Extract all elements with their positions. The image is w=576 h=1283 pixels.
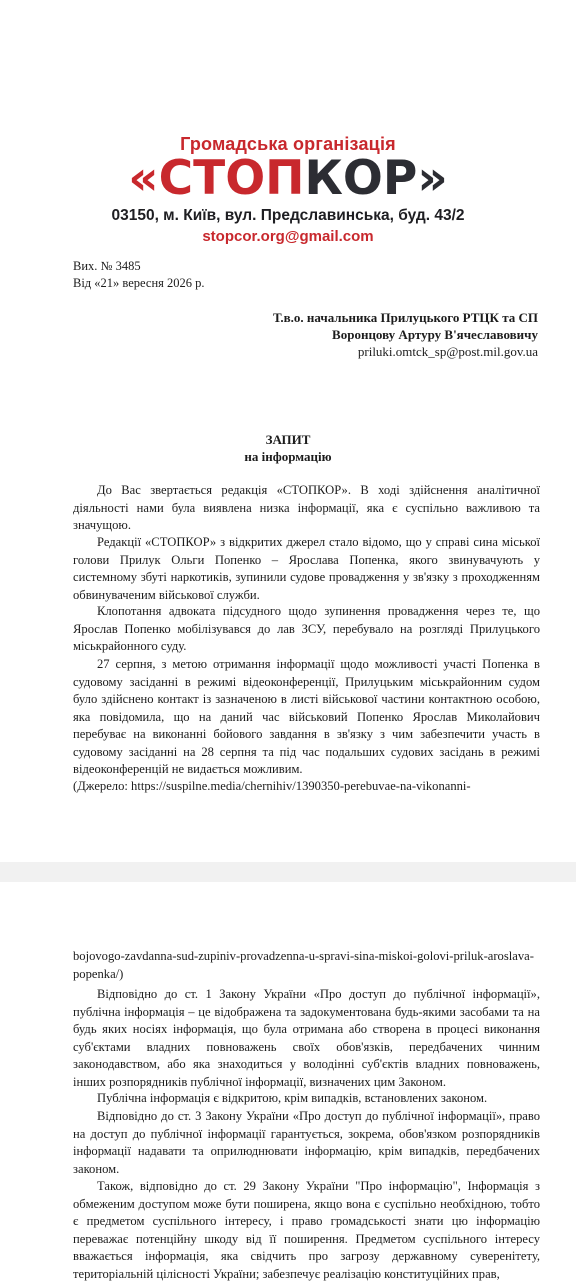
paragraph-intro: До Вас звертається редакція «СТОПКОР». В ході здійснення аналітичної діяльності нами була виявлена низка інформації, яка є суспільно важливою та значущою.	[73, 483, 540, 532]
stopcor-logo	[0, 150, 576, 208]
document-page-2	[0, 882, 576, 1280]
logo-dark-part: КОР»	[304, 151, 448, 206]
paragraph-open-info: Публічна інформація є відкритою, крім випадків, встановлених законом.	[97, 1091, 488, 1105]
recipient-email: priluki.omtck_sp@post.mil.gov.ua	[357, 344, 538, 359]
page-gap	[0, 862, 576, 882]
recipient-name: Воронцову Артуру В'ячеславовичу	[332, 327, 538, 342]
letter-date: Від «21» вересня 2026 р.	[73, 276, 205, 290]
paragraph-source: (Джерело: https://suspilne.media/chernihiv/1390350-perebuvae-na-vikonanni-	[73, 779, 471, 793]
org-address: 03150, м. Київ, вул. Предславинська, буд. 43/2	[111, 207, 465, 224]
paragraph-law-art1: Відповідно до ст. 1 Закону України «Про доступ до публічної інформації», публічна інформація – це відображена та задокументована будь-якими засобами та на будь яких носіях інформація, що була отримана або створена в процесі виконання суб'єктами владних повноважень своїх обов'язків, передбачених чинним законодавством, або яка знаходиться у володінні суб'єктів владних повноважень, інших розпорядників публічної інформації, визначених цим Законом.	[73, 987, 540, 1089]
paragraph-motion: Клопотання адвоката підсудного щодо зупинення провадження через те, що Ярослав Попенко мобілізувався до лав ЗСУ, перебувало на розгляді Прилуцького міськрайонного суду.	[73, 604, 540, 653]
paragraph-source-cont: bojovogo-zavdanna-sud-zupiniv-provadzenna-u-spravi-sina-miskoi-golovi-priluk-aroslava-popenka/)	[73, 949, 534, 981]
document-subtitle: на інформацію	[244, 449, 332, 464]
paragraph-court-contact: 27 серпня, з метою отримання інформації щодо можливості участі Попенка в судовому засіданні в режимі відеоконференції, Прилуцьким міськрайонним судом було здійснено контакт із зазначеною в листі військової частини контактною особою, яка повідомила, що на даний час військовий Попенко Ярослав Миколайович перебуває на виконанні бойового завдання в зв'язку з чим забезпечити участь в судовому засіданні на 28 серпня та під час подальших судових засідань в режимі відеоконференцій не видається можливим.	[73, 657, 540, 776]
paragraph-law-art3: Відповідно до ст. 3 Закону України «Про доступ до публічної інформації», право на доступ до публічної інформації гарантується, зокрема, обов'язком розпорядників інформації надавати та оприлюднювати інформацію, крім випадків, передбачених законом.	[73, 1109, 540, 1176]
document-title: ЗАПИТ	[265, 432, 311, 447]
org-label: Громадська організація	[180, 134, 396, 154]
logo-red-part: «СТОП	[128, 151, 305, 206]
org-email: stopcor.org@gmail.com	[202, 228, 374, 245]
paragraph-case: Редакції «СТОПКОР» з відкритих джерел стало відомо, що у справі сина міської голови Прилук Ольги Попенко – Ярослава Попенка, якого звинувачують у системному збуті наркотиків, зупинили судове провадження у зв'язку з проходженням обвинуваченим військової служби.	[73, 535, 540, 602]
outgoing-number: Вих. № 3485	[73, 259, 141, 273]
recipient-position: Т.в.о. начальника Прилуцького РТЦК та СП	[273, 310, 538, 325]
paragraph-law-art29: Також, відповідно до ст. 29 Закону України "Про інформацію", Інформація з обмеженим доступом може бути поширена, якщо вона є суспільно необхідною, тобто є предметом суспільного інтересу, і право громадськості знати цю інформацію переважає потенційну шкоду від її поширення. Предметом суспільного інтересу вважається інформація, яка свідчить про загрозу державному суверенітету, територіальній цілісності України; забезпечує реалізацію конституційних прав,	[73, 1179, 540, 1281]
